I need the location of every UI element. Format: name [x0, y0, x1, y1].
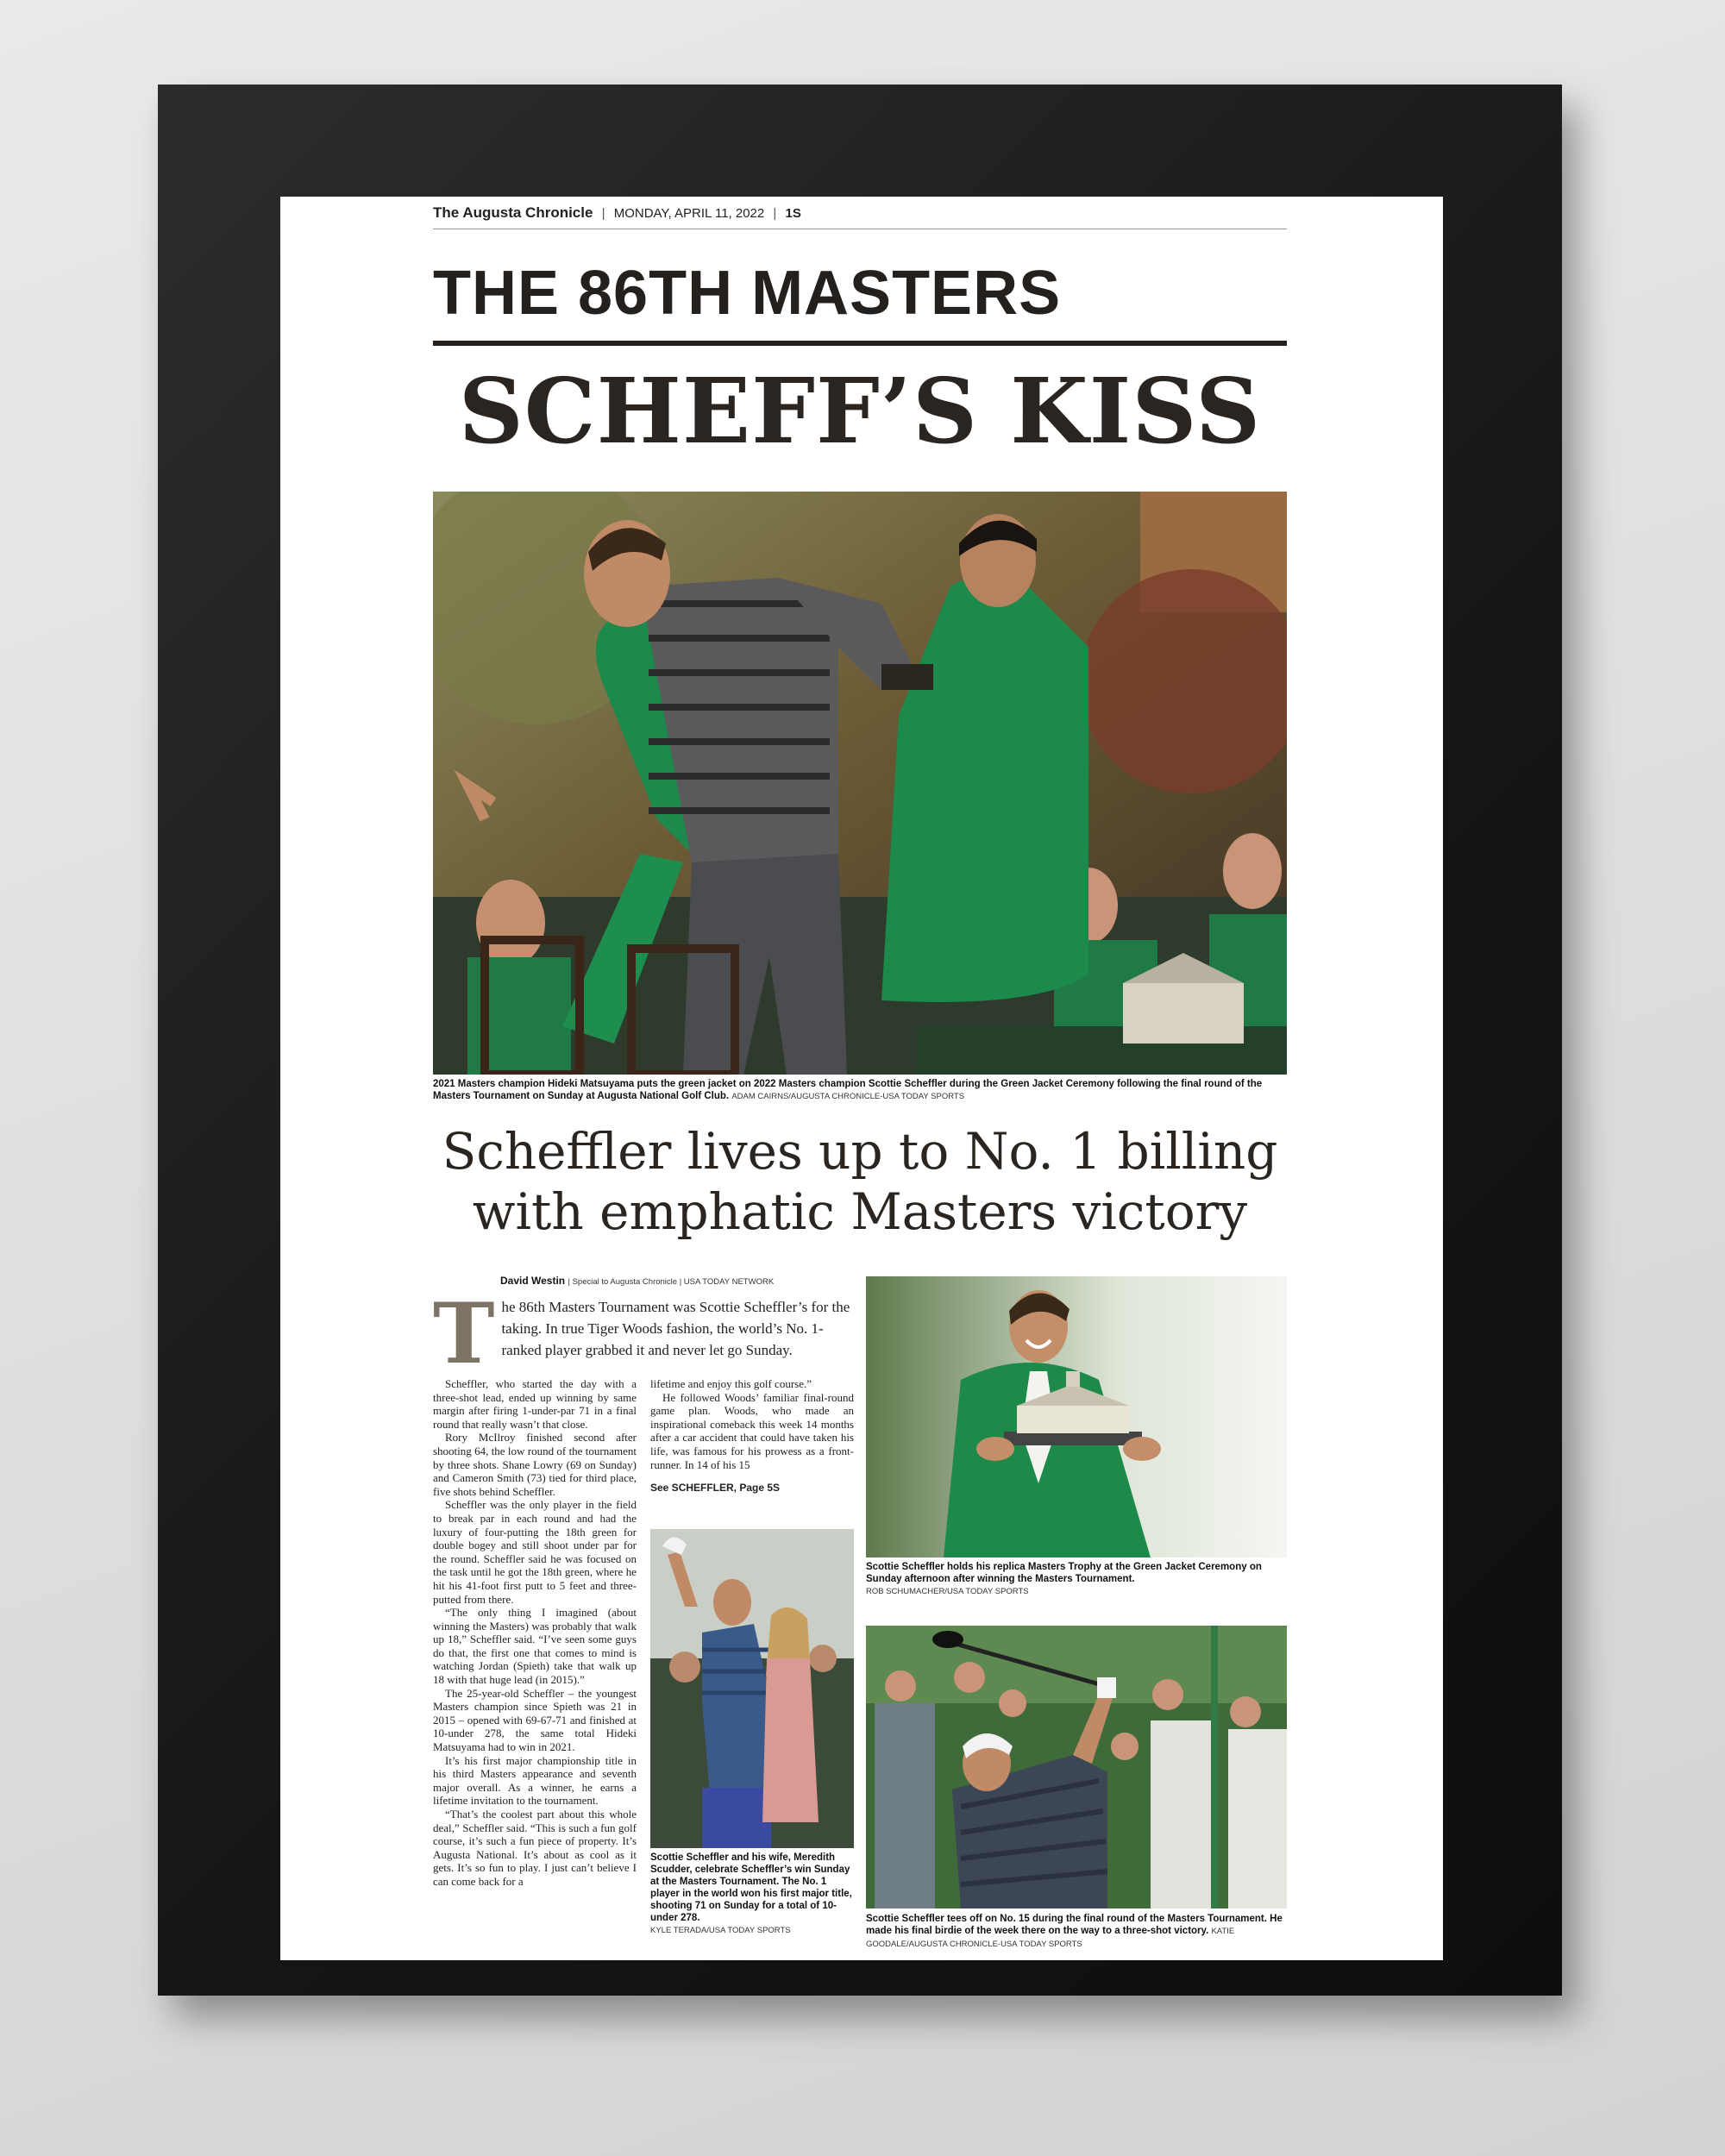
paragraph: Scheffler was the only player in the field to break par in each round and had the luxury of four-putting the 18th green for double bogey and still shoot under par for the round. Scheffler said he was focused on the task until he got the 18th green, where he hit his 41-foot first putt to 5 feet and three-putted from there.: [433, 1498, 637, 1606]
trophy-caption: Scottie Scheffler holds his replica Masters Trophy at the Green Jacket Ceremony on Sunday afternoon after winning the Masters Tournament. ROB SCHUMACHER/USA TODAY SPORTS: [866, 1562, 1262, 1596]
paragraph: Rory McIlroy finished second after shooting 64, the low round of the tournament by three shots. Shane Lowry (69 on Sunday) and Cameron Smith (73) tied for third place, five shots behind Scheffler.: [433, 1431, 637, 1498]
article-lede: T he 86th Masters Tournament was Scottie Scheffler’s for the taking. In true Tiger Woods fashion, the world’s No. 1-ranked player grabbed it and never let go Sunday.: [433, 1285, 850, 1382]
drop-cap: T: [433, 1285, 495, 1382]
author-affiliation: Special to Augusta Chronicle | USA TODAY NETWORK: [572, 1277, 775, 1287]
main-photo-caption: 2021 Masters champion Hideki Matsuyama puts the green jacket on 2022 Masters champion Scottie Scheffler during the Green Jacket Ceremony following the final round of the Masters Tournament on Sunday at Augusta National Golf Club. ADAM CAIRNS/AUGUSTA CHRONICLE-USA TODAY SPORTS: [433, 1079, 1263, 1101]
celebrate-credit: KYLE TERADA/USA TODAY SPORTS: [650, 1926, 791, 1935]
paragraph: Scheffler, who started the day with a three-shot lead, ended up winning by same margin after firing 1-under-par 71 in a final round that really wasn’t that close.: [433, 1377, 637, 1431]
celebrate-photo: [650, 1529, 854, 1848]
teeshot-credit: KATIE GOODALE/AUGUSTA CHRONICLE-USA TODAY SPORTS: [866, 1927, 1235, 1949]
paper-name: The Augusta Chronicle: [433, 204, 593, 221]
issue-date: MONDAY, APRIL 11, 2022: [613, 206, 765, 221]
teeshot-caption: Scottie Scheffler tees off on No. 15 during the final round of the Masters Tournament. He made his final birdie of the week there on the way to a three-shot victory. KATIE GOODALE/AUGUSTA CHRONICLE-USA TODAY SPORTS: [866, 1914, 1283, 1949]
paragraph: He followed Woods’ familiar final-round game plan. Woods, who made an inspirational comeback this week 14 months after a car accident that could have taken his life, was famous for his prowess as a front-runner. In 14 of his 15: [650, 1390, 854, 1471]
page-header: The Augusta Chronicle | MONDAY, APRIL 11, 2022 | 1S: [433, 204, 801, 221]
newspaper-page: [433, 203, 1287, 1953]
teeshot-photo: [866, 1626, 1287, 1908]
main-headline: SCHEFF’S KISS: [458, 358, 1262, 464]
jump-line[interactable]: See SCHEFFLER, Page 5S: [650, 1482, 781, 1495]
deck-headline: Scheffler lives up to No. 1 billing with emphatic Masters victory: [442, 1122, 1278, 1241]
paragraph: “That’s the coolest part about this whole deal,” Scheffler said. “This is such a fun golf course, it’s such a fun piece of property. It’s Augusta National. It’s about as cool as it gets. It’s so fun to play. I just can’t believe I can come back for a: [433, 1808, 637, 1888]
section-kicker: THE 86TH MASTERS: [433, 259, 1062, 328]
celebrate-caption: Scottie Scheffler and his wife, Meredith Scudder, celebrate Scheffler’s win Sunday at the Masters Tournament. The No. 1 player in the world won his first major title, shooting 71 on Sunday for a total of 10-under 278. KYLE TERADA/USA TODAY SPORTS: [650, 1852, 852, 1935]
paragraph: lifetime and enjoy this golf course.”: [650, 1377, 812, 1390]
paragraph: It’s his first major championship title in his third Masters appearance and seventh major overall. As a winner, he earns a lifetime invitation to the tournament.: [433, 1753, 637, 1808]
byline: David Westin | Special to Augusta Chronicle | USA TODAY NETWORK: [500, 1275, 775, 1287]
trophy-credit: ROB SCHUMACHER/USA TODAY SPORTS: [866, 1587, 1029, 1596]
trophy-photo: [866, 1276, 1287, 1557]
author-name: David Westin: [500, 1275, 566, 1287]
page-number: 1S: [785, 206, 801, 221]
article-column-2: [650, 1377, 854, 1495]
paragraph: “The only thing I imagined (about winning the Masters) was probably that walk up 18,” Scheffler said. “I’ve seen some guys do that, the first one that comes to mind is watching Jordan (Spieth) take that walk up 18 with that huge lead (in 2015).”: [433, 1606, 637, 1687]
main-photo-credit: ADAM CAIRNS/AUGUSTA CHRONICLE-USA TODAY SPORTS: [731, 1092, 965, 1101]
kicker-rule: [433, 341, 1287, 346]
article-column-1: [433, 1377, 637, 1889]
paragraph: The 25-year-old Scheffler – the youngest Masters champion since Spieth was 21 in 2015 – opened with 69-67-71 and finished at 10-under 278, the same total Hideki Matsuyama had to win in 2021.: [433, 1686, 637, 1754]
main-photo: [433, 492, 1287, 1075]
